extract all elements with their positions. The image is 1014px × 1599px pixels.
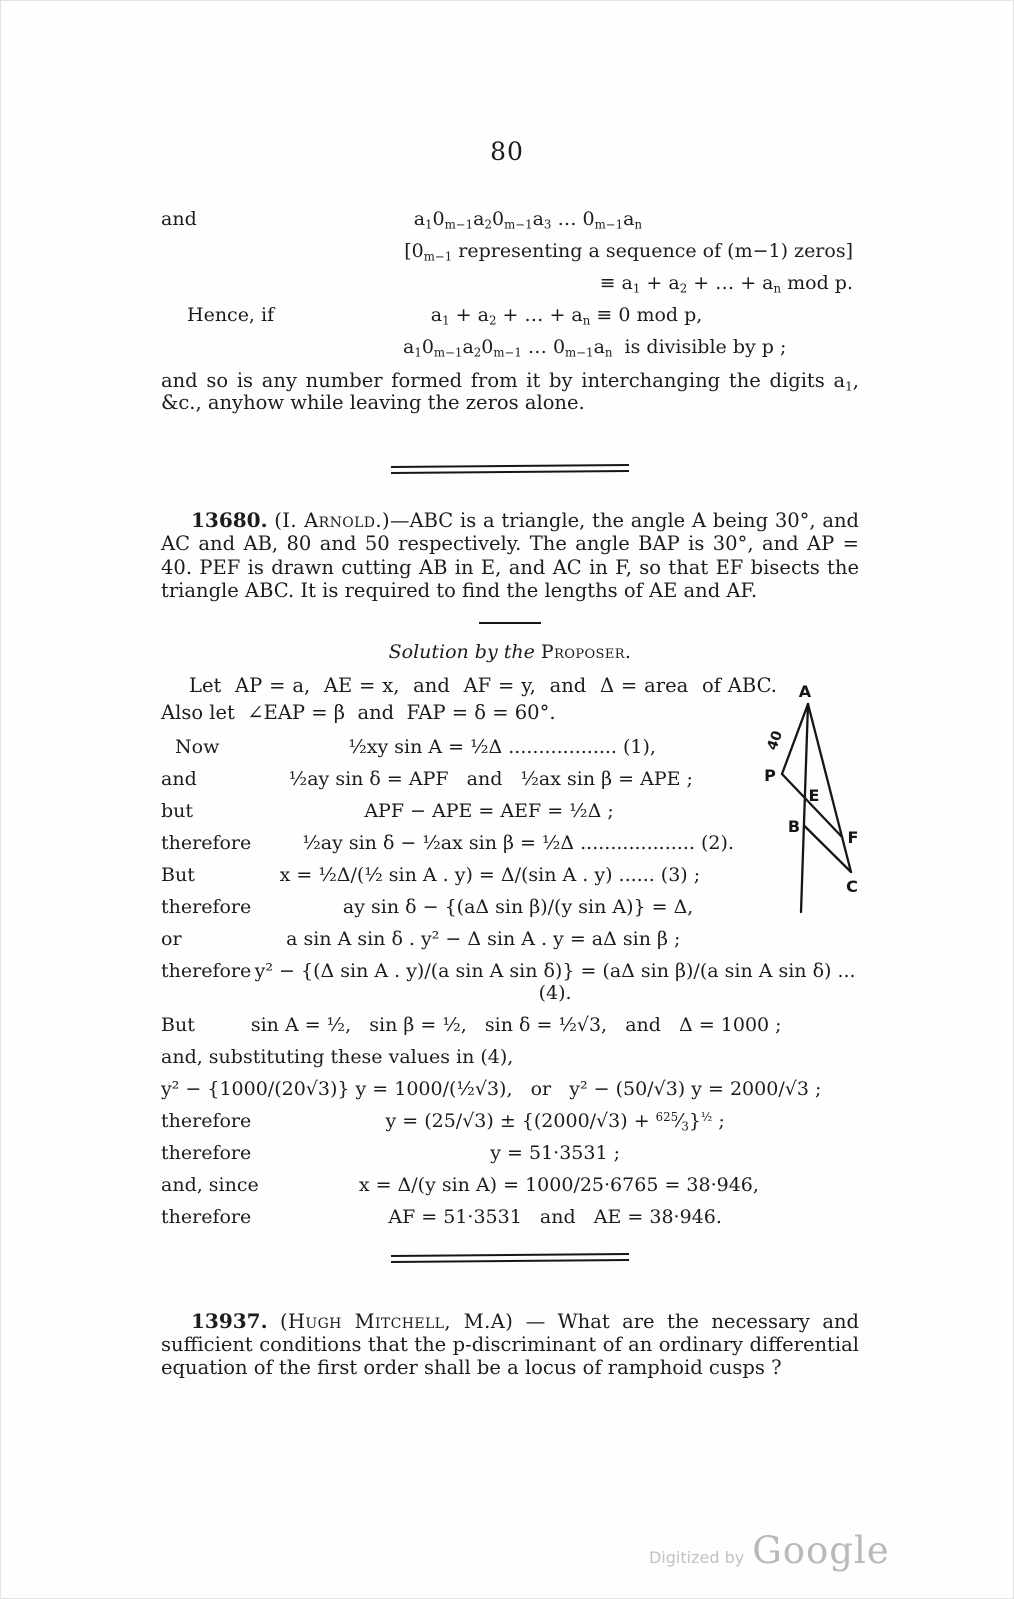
- step-label: therefore: [161, 959, 252, 982]
- problem-number: 13937.: [191, 1308, 268, 1333]
- equation-row: [161, 304, 859, 326]
- step-label: and, since: [161, 1173, 259, 1196]
- problem-13680: [161, 509, 859, 603]
- equation-row: [161, 208, 859, 230]
- solution-intro: Let AP = a, AE = x, and AF = y, and Δ = area of ABC. Also let ∠EAP = β and FAP = δ = 60°.: [161, 673, 796, 724]
- closing-paragraph: and so is any number formed from it by interchanging the digits $a_1$, &c., anyhow while leaving the zeros alone.: [161, 369, 859, 414]
- equation-row: [161, 1174, 859, 1196]
- equation-row: [161, 768, 785, 790]
- step-label: therefore: [161, 1109, 252, 1132]
- equation-label: Hence, if: [187, 304, 275, 326]
- step-label: and: [161, 767, 197, 790]
- solution-heading-italic: Solution by the: [388, 640, 535, 663]
- step-equation: y = 51·3531 ;: [490, 1141, 620, 1164]
- solution-heading-proposer: Proposer.: [540, 640, 632, 663]
- vertex-label-f: F: [847, 828, 859, 847]
- equation-row: [161, 1014, 859, 1036]
- step-label: Now: [175, 735, 220, 758]
- step-equation: ½ay sin δ = APF and ½ax sin β = APE ;: [288, 767, 693, 790]
- step-label: therefore: [161, 1141, 252, 1164]
- equation-row: [161, 832, 785, 854]
- google-watermark: [649, 1529, 890, 1572]
- line-ab-extended: [801, 704, 808, 912]
- vertex-label-b: B: [787, 817, 801, 836]
- step-equation: ay sin δ − {(aΔ sin β)/(y sin A)} = Δ,: [342, 895, 694, 918]
- vertex-label-p: P: [764, 766, 776, 785]
- problem-13937: [161, 1310, 859, 1380]
- equation-hypothesis: $a_1 + a_2$ + … + $a_n \equiv 0$ mod p,: [430, 304, 703, 328]
- step-label: therefore: [161, 895, 252, 918]
- short-rule: [479, 622, 541, 624]
- equation-row: [161, 1142, 859, 1164]
- equation-row: [161, 1206, 859, 1228]
- step-equation: $y = (25/√3) \pm \{(2000/√3) + ^{625}⁄_3\}^{\frac{1}{2}}$ ;: [385, 1109, 725, 1133]
- step-equation: ½ay sin δ − ½ax sin β = ½Δ ................... (2).: [302, 831, 734, 854]
- step-equation: APF − APE = AEF = ½Δ ;: [364, 799, 614, 822]
- step-label: therefore: [161, 831, 252, 854]
- equation-row: [161, 928, 785, 950]
- step-equation: a sin A sin δ . y² − Δ sin A . y = aΔ sin β ;: [286, 927, 681, 950]
- step-equation: x = ½Δ/(½ sin A . y) = Δ/(sin A . y) ...... (3) ;: [279, 863, 701, 886]
- top-proof-block: [161, 208, 859, 413]
- step-equation: AF = 51·3531 and AE = 38·946.: [388, 1205, 722, 1228]
- step-label: but: [161, 799, 194, 822]
- section-divider: [391, 464, 629, 474]
- equation-row: [161, 1110, 859, 1132]
- length-label-ap: 40: [764, 728, 787, 753]
- equation-row: [161, 896, 785, 918]
- equation-digits-sequence: $a_10_{m-1}a_20_{m-1}a_3$ … $0_{m-1}a_n$: [413, 208, 643, 232]
- step-equation: y² − {(Δ sin A . y)/(a sin A sin δ)} = (aΔ sin β)/(a sin A sin δ) ... (4).: [254, 959, 862, 1004]
- equation-row: [161, 864, 785, 886]
- step-label: But: [161, 1013, 195, 1036]
- step-equation-full: y² − {1000/(20√3)} y = 1000/(½√3), or y² − (50/√3) y = 2000/√3 ;: [161, 1077, 822, 1100]
- page-number: 80: [490, 137, 524, 166]
- vertex-label-c: C: [846, 877, 858, 896]
- step-label: But: [161, 863, 195, 886]
- equation-row: [161, 959, 862, 1004]
- vertex-label-e: E: [808, 786, 820, 805]
- equation-conclusion: $a_10_{m-1}a_20_{m-1}$ … $0_{m-1}a_n$ is divisible by p ;: [403, 336, 787, 360]
- step-equation: x = Δ/(y sin A) = 1000/25·6765 = 38·946,: [358, 1173, 759, 1196]
- problem-text: —ABC is a triangle, the angle A being 30°, and AC and AB, 80 and 50 respectively. The angle BAP is 30°, and AP = 40. PEF is drawn cutting AB in E, and AC in F, so that EF bisects the triangle ABC. It is required to find the lengths of AE and AF.: [161, 509, 860, 603]
- problem-number: 13680.: [191, 508, 268, 532]
- section-divider: [391, 1253, 629, 1263]
- vertex-label-a: A: [798, 682, 812, 701]
- equation-row: [161, 736, 785, 758]
- step-label: or: [161, 927, 182, 950]
- solution-steps-narrow: [161, 736, 785, 950]
- equation-label: and: [161, 208, 197, 230]
- google-logo: Google: [752, 1529, 890, 1572]
- problem-proposer: (I. Arnold.): [274, 509, 391, 532]
- equation-zeros-note: [$0_{m-1}$ representing a sequence of (m−1) zeros]: [404, 240, 853, 264]
- problem-proposer: (Hugh Mitchell, M.A): [279, 1309, 514, 1333]
- step-equation: ½xy sin A = ½Δ .................. (1),: [348, 735, 656, 758]
- equation-row: [161, 800, 785, 822]
- step-label: therefore: [161, 1205, 252, 1228]
- triangle-figure: [739, 649, 931, 935]
- problem-text: — What are the necessary and sufficient conditions that the p-discriminant of an ordinary differential equation of the first order shall be a locus of ramphoid cusps ?: [161, 1309, 860, 1380]
- step-sentence: and, substituting these values in (4),: [161, 1045, 514, 1068]
- equation-congruence: ≡ $a_1 + a_2$ + … + $a_n$ mod p.: [599, 272, 853, 296]
- line-ap: [782, 704, 808, 774]
- step-equation: sin A = ½, sin β = ½, sin δ = ½√3, and Δ = 1000 ;: [250, 1013, 782, 1036]
- watermark-text: Digitized by: [649, 1548, 745, 1567]
